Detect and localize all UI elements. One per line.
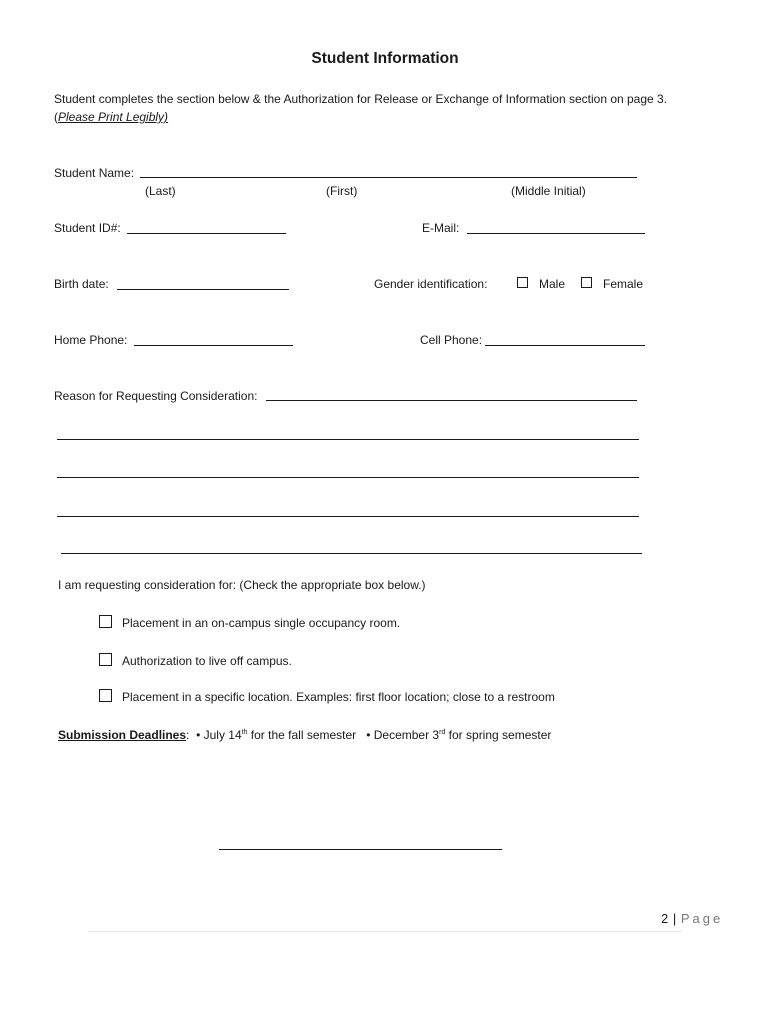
reason-line-4[interactable] [61, 553, 642, 554]
page-title: Student Information [311, 50, 459, 67]
student-name-field[interactable] [140, 177, 637, 178]
print-legibly-note: (Please Print Legibly) [54, 110, 169, 124]
email-label: E-Mail: [422, 221, 460, 235]
off-campus-option: Authorization to live off campus. [122, 654, 292, 668]
student-name-label: Student Name: [54, 166, 135, 180]
reason-line-1[interactable] [57, 439, 639, 440]
fall-deadline: • July 14th for the fall semester [196, 728, 357, 742]
single-room-option: Placement in an on-campus single occupancy room. [122, 616, 401, 630]
reason-line-2[interactable] [57, 477, 639, 478]
signature-line[interactable] [219, 849, 502, 850]
home-phone-field[interactable] [134, 345, 293, 346]
reason-field[interactable] [266, 400, 637, 401]
middle-initial-caption: (Middle Initial) [511, 184, 586, 198]
birth-date-field[interactable] [117, 289, 289, 290]
cell-phone-label: Cell Phone: [420, 333, 483, 347]
male-checkbox[interactable] [517, 277, 528, 288]
spring-deadline: • December 3rd for spring semester [366, 728, 552, 742]
last-name-caption: (Last) [145, 184, 176, 198]
single-room-checkbox[interactable] [99, 615, 112, 628]
home-phone-label: Home Phone: [54, 333, 128, 347]
submission-deadlines: Submission Deadlines: • July 14th for the fall semester • December 3rd for spring semester [58, 728, 552, 742]
first-name-caption: (First) [326, 184, 358, 198]
student-id-field[interactable] [127, 233, 286, 234]
off-campus-checkbox[interactable] [99, 653, 112, 666]
female-checkbox[interactable] [581, 277, 592, 288]
birth-date-label: Birth date: [54, 277, 109, 291]
male-option-label: Male [539, 277, 566, 291]
female-option-label: Female [603, 277, 644, 291]
specific-location-checkbox[interactable] [99, 689, 112, 702]
email-field[interactable] [467, 233, 645, 234]
cell-phone-field[interactable] [485, 345, 645, 346]
gender-label: Gender identification: [374, 277, 488, 291]
intro-text: Student completes the section below & the Authorization for Release or Exchange of Information section on page 3. [54, 92, 668, 106]
deadlines-heading: Submission Deadlines [58, 728, 187, 742]
request-label: I am requesting consideration for: (Check the appropriate box below.) [58, 578, 426, 592]
student-id-label: Student ID#: [54, 221, 121, 235]
page-number: 2 | Page [661, 911, 724, 926]
reason-label: Reason for Requesting Consideration: [54, 389, 258, 403]
reason-line-3[interactable] [57, 516, 639, 517]
specific-location-option: Placement in a specific location. Examples: first floor location; close to a restroom [122, 690, 555, 704]
footer-divider [88, 931, 682, 932]
